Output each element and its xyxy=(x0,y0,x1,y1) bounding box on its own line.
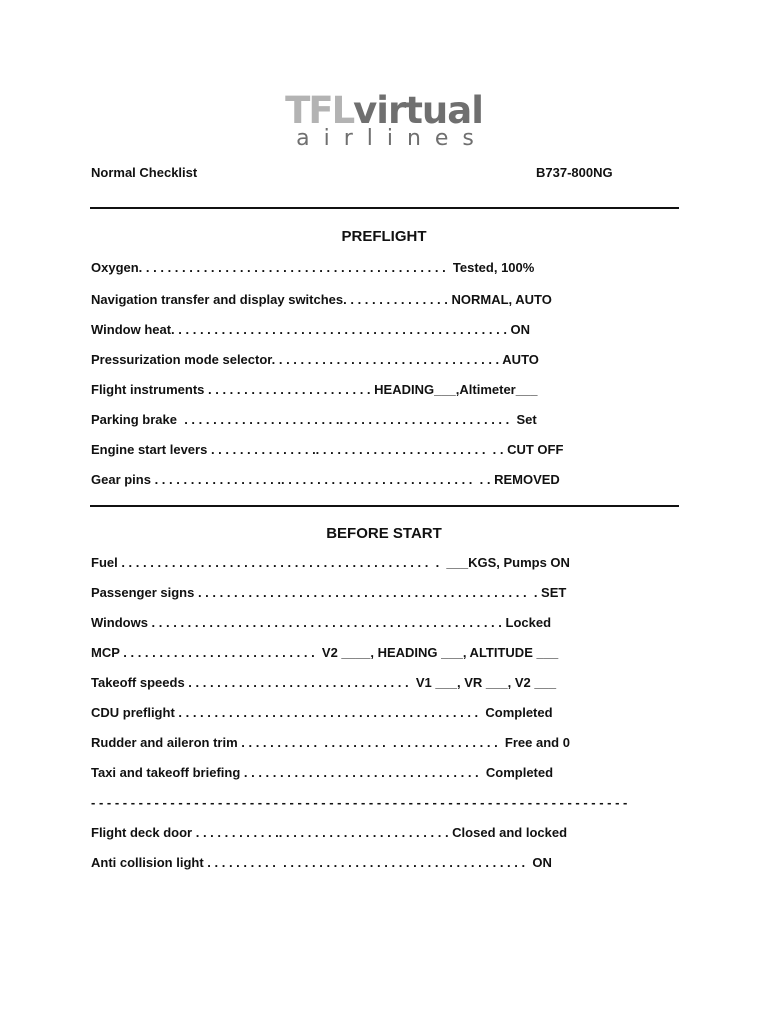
logo-virtual-text: virtual xyxy=(353,89,483,132)
checklist-item: CDU preflight . . . . . . . . . . . . . . . . . . . . . . . . . . . . . . . . . . . . . . . . . . Completed xyxy=(91,705,553,720)
logo-airlines-text: airlines xyxy=(296,126,488,151)
checklist-item: Oxygen. . . . . . . . . . . . . . . . . . . . . . . . . . . . . . . . . . . . . . . . . . . Tested, 100% xyxy=(91,260,535,275)
checklist-item: Window heat. . . . . . . . . . . . . . . . . . . . . . . . . . . . . . . . . . . . . . . . . . . . . . . ON xyxy=(91,322,531,337)
checklist-item: Anti collision light . . . . . . . . . . . . . . . . . . . . . . . . . . . . . . . . . . . . . . . . . . . . ON xyxy=(91,855,552,870)
divider-line xyxy=(90,505,679,507)
tfl-virtual-airlines-logo xyxy=(0,89,768,151)
divider-line xyxy=(90,207,679,209)
checklist-item: Engine start levers . . . . . . . . . . . . . . .. . . . . . . . . . . . . . . . . . . . . . . . . . CUT OFF xyxy=(91,442,564,457)
dashed-separator: - - - - - - - - - - - - - - - - - - - - - - - - - - - - - - - - - - - - - - - - - - - - - - - - - - - - - - - - - - - - - - - - - - - - xyxy=(91,795,628,810)
checklist-item: Fuel . . . . . . . . . . . . . . . . . . . . . . . . . . . . . . . . . . . . . . . . . . . . ___KGS, Pumps ON xyxy=(91,555,570,570)
checklist-item: Pressurization mode selector. . . . . . . . . . . . . . . . . . . . . . . . . . . . . . . . AUTO xyxy=(91,352,539,367)
logo-tfl-text: TFL xyxy=(285,89,354,132)
checklist-item: Passenger signs . . . . . . . . . . . . . . . . . . . . . . . . . . . . . . . . . . . . . . . . . . . . . . . SET xyxy=(91,585,567,600)
checklist-item: Flight deck door . . . . . . . . . . . .. . . . . . . . . . . . . . . . . . . . . . . . Closed and locked xyxy=(91,825,568,840)
checklist-item: Taxi and takeoff briefing . . . . . . . . . . . . . . . . . . . . . . . . . . . . . . . . . Completed xyxy=(91,765,554,780)
checklist-item: Navigation transfer and display switches. . . . . . . . . . . . . . . NORMAL, AUTO xyxy=(91,292,552,307)
checklist-item: Flight instruments . . . . . . . . . . . . . . . . . . . . . . . HEADING___,Altimeter___ xyxy=(91,382,538,397)
checklist-item: Windows . . . . . . . . . . . . . . . . . . . . . . . . . . . . . . . . . . . . . . . . . . . . . . . . . Locked xyxy=(91,615,552,630)
preflight-heading: PREFLIGHT xyxy=(341,228,427,245)
checklist-item: Rudder and aileron trim . . . . . . . . . . . . . . . . . . . . . . . . . . . . . . . . . . . Free and 0 xyxy=(91,735,570,750)
checklist-item: Parking brake . . . . . . . . . . . . . . . . . . . . . .. . . . . . . . . . . . . . . . . . . . . . . . Set xyxy=(91,412,537,427)
checklist-item: Gear pins . . . . . . . . . . . . . . . . . .. . . . . . . . . . . . . . . . . . . . . . . . . . . . . REMOVED xyxy=(91,472,560,487)
checklist-item: MCP . . . . . . . . . . . . . . . . . . . . . . . . . . . V2 ____, HEADING ___, ALTITUDE ___ xyxy=(91,645,559,660)
checklist-item: Takeoff speeds . . . . . . . . . . . . . . . . . . . . . . . . . . . . . . . V1 ___, VR ___, V2 ___ xyxy=(91,675,557,690)
before-start-heading: BEFORE START xyxy=(326,525,442,542)
aircraft-model: B737-800NG xyxy=(536,165,613,180)
checklist-title: Normal Checklist xyxy=(91,165,198,180)
